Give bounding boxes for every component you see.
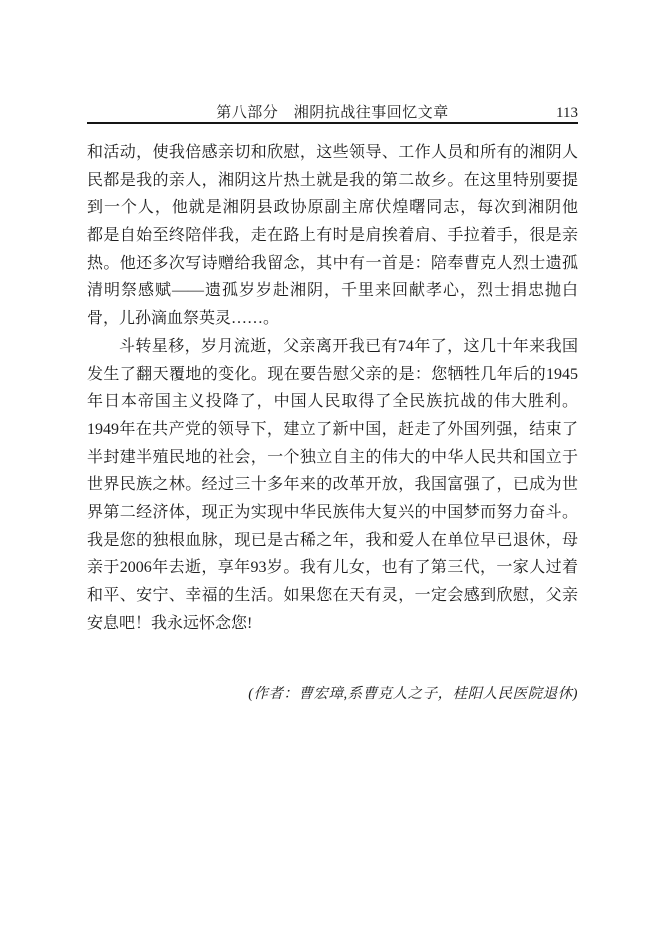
text-line: 都是自始至终陪伴我，走在路上有时是肩挨着肩、手拉着手，很是亲 [87, 227, 578, 245]
paragraph [87, 333, 578, 638]
page-number: 113 [556, 105, 578, 121]
text-line: 亲于2006年去逝，享年93岁。我有儿女，也有了第三代，一家人过着 [87, 559, 578, 577]
text-line: 半封建半殖民地的社会，一个独立自主的伟大的中华人民共和国立于 [87, 448, 578, 466]
author-note: (作者：曹宏璋,系曹克人之子，桂阳人民医院退休) [248, 686, 578, 702]
text-line: 热。他还多次写诗赠给我留念，其中有一首是：陪奉曹克人烈士遗孤 [87, 254, 578, 272]
text-line: 清明祭感赋——遗孤岁岁赴湘阴，千里来回献孝心，烈士捐忠抛白 [87, 282, 578, 300]
text-line: 民都是我的亲人，湘阴这片热土就是我的第二故乡。在这里特别要提 [87, 171, 578, 189]
text-line: 到一个人，他就是湘阴县政协原副主席伏煌曙同志，每次到湘阴他 [87, 199, 578, 217]
running-header [87, 103, 578, 123]
text-line: 世界民族之林。经过三十多年来的改革开放，我国富强了，已成为世 [87, 476, 578, 494]
text-line: 和平、安宁、幸福的生活。如果您在天有灵，一定会感到欣慰，父亲 [87, 587, 578, 604]
text-line: 和活动，使我倍感亲切和欣慰，这些领导、工作人员和所有的湘阴人 [87, 144, 578, 161]
text-line: 发生了翻天覆地的变化。现在要告慰父亲的是：您牺牲几年后的1945 [87, 365, 578, 383]
paragraph [87, 139, 578, 333]
text-line: 安息吧！我永远怀念您! [87, 614, 253, 632]
text-line: 斗转星移，岁月流逝，父亲离开我已有74年了，这几十年来我国 [119, 337, 578, 355]
text-line: 界第二经济体，现正为实现中华民族伟大复兴的中国梦而努力奋斗。 [87, 503, 578, 521]
header-divider [87, 122, 578, 124]
text-line: 我是您的独根血脉，现已是古稀之年，我和爱人在单位早已退休，母 [87, 531, 578, 549]
text-line: 骨，儿孙滴血祭英灵……。 [87, 310, 280, 328]
body-text [87, 139, 578, 637]
text-line: 年日本帝国主义投降了，中国人民取得了全民族抗战的伟大胜利。 [87, 393, 578, 411]
text-line: 1949年在共产党的领导下，建立了新中国，赶走了外国列强，结束了 [87, 420, 578, 438]
section-title: 第八部分 湘阴抗战往事回忆文章 [216, 105, 449, 121]
